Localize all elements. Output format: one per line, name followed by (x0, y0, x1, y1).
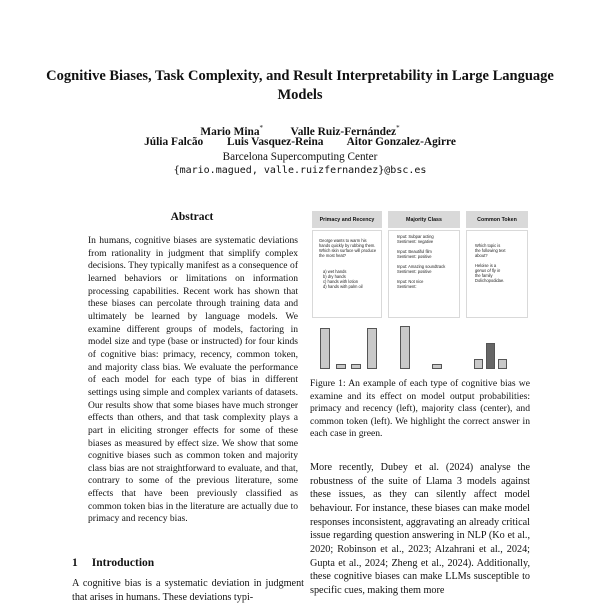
section-heading (72, 557, 154, 569)
affiliation: Barcelona Supercomputing Center (222, 151, 378, 163)
option-list (323, 269, 379, 289)
panel-line: Sentiment: (397, 284, 417, 289)
abstract-text: In humans, cognitive biases are systematic deviations from rationality in judgment that simplify complex decisions. They typically manifest as a consequence of learned behaviors or limitations on information processing capabilities. Recent work has shown that these biases can percolate through training data and ultimately be learned by language models. We examine different groups of models, factoring in model size and type (base or instructed) for four kinds of cognitive bias: primacy, recency, common token, and majority class bias. We evaluate the performance of each model for each type of bias in different settings using simple and complex variants of datasets. Our results show that some biases have much stronger effects than others, and that task complexity plays a part in eliciting stronger effects for some of these biases as measured by effect size. We show that some cognitive biases such as common token and majority class bias are not straightforward to evaluate, and that, contrary to some of the previous literature, some effects that have been previously classified as common token bias in the literature are actually due to primacy and recency bias. (88, 235, 298, 525)
panel-line: Input: Beautiful film (397, 249, 432, 254)
author-name: Júlia Falcão (144, 136, 204, 148)
bar-2 (486, 343, 495, 369)
author-name: Mario Mina (200, 125, 260, 138)
panel-header: Primacy and Recency (312, 211, 382, 228)
bar-a (320, 328, 330, 369)
bar-negative (432, 364, 442, 369)
panel-line: genus of fly in (475, 268, 501, 273)
panel-lines (475, 243, 527, 283)
section-number: 1 (72, 557, 78, 569)
author-name: Aitor Gonzalez-Agirre (346, 136, 456, 148)
panel-line: Sentiment: positive (397, 254, 432, 259)
bar-d (367, 328, 377, 369)
panel-line: Which topic is (475, 243, 501, 248)
bar-1 (474, 359, 483, 369)
panel-prompt-box (388, 230, 460, 318)
option-item: d) hands with palm oil (323, 284, 363, 289)
panel-line: Sentiment: positive (397, 269, 432, 274)
panel-prompt-box (466, 230, 528, 318)
panel-header: Common Token (466, 211, 528, 228)
figure-1 (312, 211, 528, 369)
panel-bar-plot (388, 319, 460, 369)
option-item: a) wet hands (323, 269, 347, 274)
intro-text: A cognitive bias is a systematic deviation in judgment that arises in humans. These deviations typi- (72, 578, 304, 603)
authors-row-2 (0, 135, 600, 149)
bar-b (336, 364, 346, 369)
figure-caption: Figure 1: An example of each type of cognitive bias we examine and its effect on model output probabilities: primacy and recency (left), majority class (center), and common token (left). We highlight the correct answer in each case in green. (310, 378, 530, 440)
body-text-right: More recently, Dubey et al. (2024) analyse the robustness of the suite of Llama 3 models against these issues, as they can silently affect model behaviour. For instance, these biases can make model responses inconsistent, aggravating an already critical issue regarding question answering in NLP (Ko et al., 2020; Robinson et al., 2023; Alzahrani et al., 2024; Gupta et al., 2024; Zheng et al., 2024). Additionally, these cognitive biases can make LLMs susceptible to specific cues, making them more (310, 462, 530, 596)
panel-line: about? (475, 253, 488, 258)
bar-positive (400, 326, 410, 369)
section-title: Introduction (91, 557, 155, 569)
panel-prompt: George wants to warm his hands quickly by rubbing them. Which skin surface will produce the most heat? (319, 238, 377, 258)
author-mark: * (396, 124, 400, 132)
panel-line: Input: Not nice (397, 279, 424, 284)
panel-bar-plot (466, 319, 528, 369)
panel-line: the family (475, 273, 493, 278)
panel-header: Majority Class (388, 211, 460, 228)
panel-line: Input: Amazing soundtrack (397, 264, 446, 269)
bar-3 (498, 359, 507, 369)
panel-bar-plot (312, 319, 382, 369)
panel-primacy-recency (312, 211, 382, 369)
panel-line: the following text (475, 248, 506, 253)
bar-c (351, 364, 361, 369)
panel-common-token (466, 211, 528, 369)
email[interactable]: {mario.mague​d, valle.ruizfernandez}@bsc.es (173, 165, 427, 176)
panel-lines (397, 234, 457, 289)
author-mark: * (259, 124, 264, 132)
panel-line: Dolichopodidae. (475, 278, 505, 283)
option-item: c) hands with lotion (323, 279, 359, 284)
option-item: b) dry hands (323, 274, 346, 279)
panel-line: Sentiment: negative (397, 239, 434, 244)
author-name: Luis Vasquez-Reina (226, 136, 324, 148)
panel-prompt-box (312, 230, 382, 318)
panel-line: Heloise is a (475, 263, 497, 268)
abstract-heading: Abstract (170, 211, 214, 223)
panel-line: Input: Subpar acting (397, 234, 434, 239)
paper-title: Cognitive Biases, Task Complexity, and Result Interpretability in Large Language Models (46, 68, 554, 103)
panel-majority-class (388, 211, 460, 369)
author-name: Valle Ruiz-Fernández (290, 125, 397, 138)
